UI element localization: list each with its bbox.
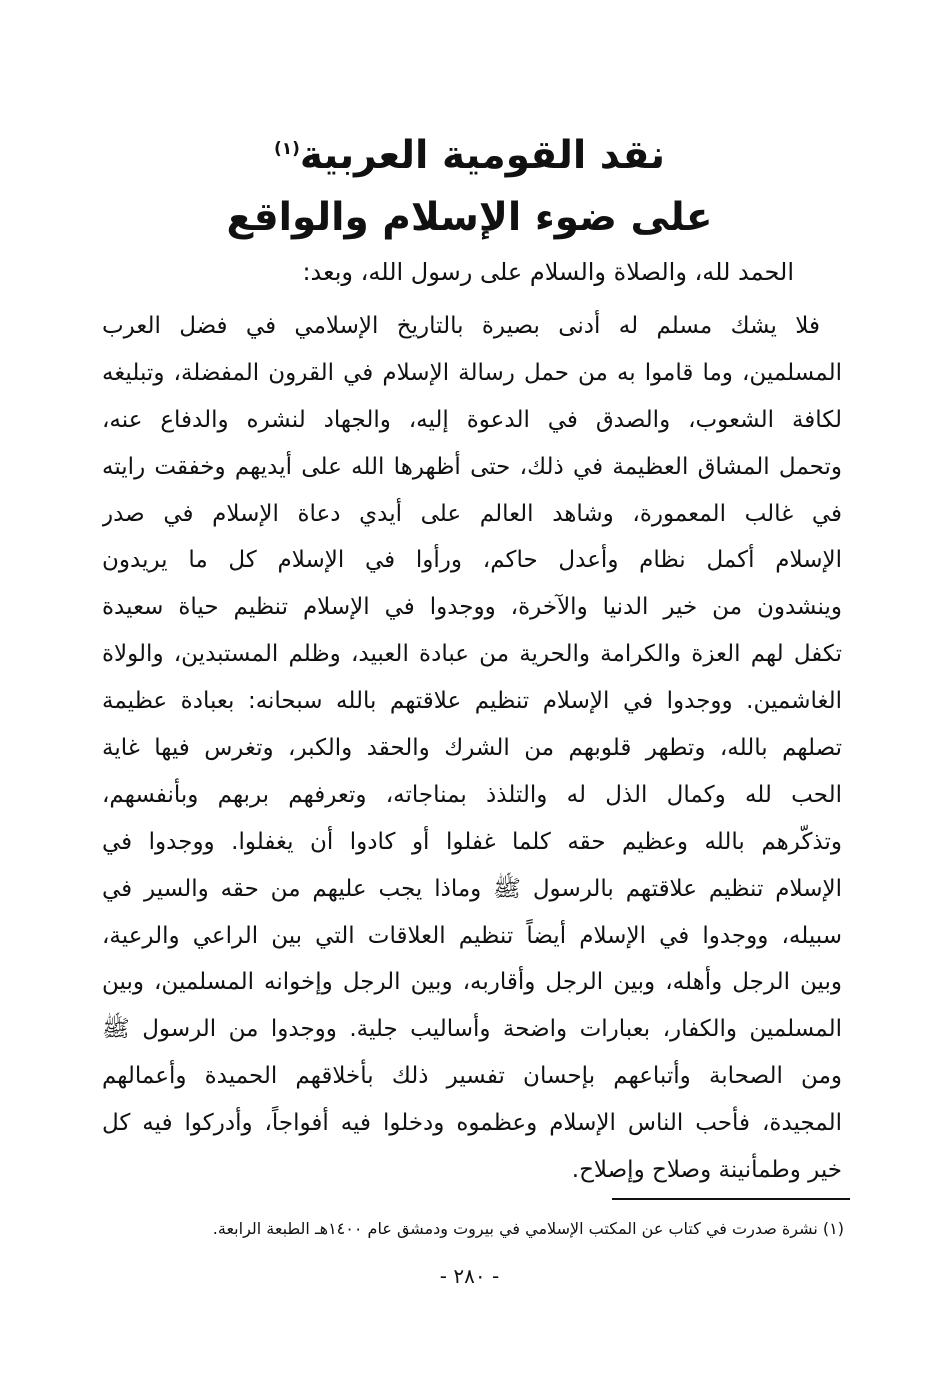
body-line: الحب لله وكمال الذل له والتلذذ بمناجاته، وتعرفهم بربهم وبأنفسهم، bbox=[102, 781, 842, 808]
body-line: لكافة الشعوب، والصدق في الدعوة إليه، والجهاد لنشره والدفاع عنه، bbox=[102, 406, 842, 433]
body-line: وتذكّرهم بالله وعظيم حقه كلما غفلوا أو كادوا أن يغفلوا. ووجدوا في bbox=[102, 828, 842, 855]
title-line-1 bbox=[0, 118, 939, 187]
title-line-2: على ضوء الإسلام والواقع bbox=[226, 195, 713, 240]
body-line: في غالب المعمورة، وشاهد العالم على أيدي دعاة الإسلام في صدر bbox=[102, 500, 842, 527]
body-line: المجيدة، فأحب الناس الإسلام وعظموه ودخلوا فيه أفواجاً، وأدركوا فيه كل bbox=[102, 1110, 842, 1137]
footnote-divider bbox=[612, 1198, 850, 1200]
body-line: الغاشمين. ووجدوا في الإسلام تنظيم علاقتهم بالله سبحانه: بعبادة عظيمة bbox=[102, 688, 842, 715]
title-footnote-marker: (١) bbox=[273, 139, 300, 159]
body-line: تكفل لهم العزة والكرامة والحرية من عبادة العبيد، وظلم المستبدين، والولاة bbox=[102, 641, 842, 668]
body-line: الإسلام تنظيم علاقتهم بالرسول ﷺ وماذا يجب عليهم من حقه والسير في bbox=[102, 875, 842, 902]
title-text-1: نقد القومية العربية bbox=[299, 133, 666, 178]
footnote: (١) نشرة صدرت في كتاب عن المكتب الإسلامي في بيروت ودمشق عام ١٤٠٠هـ الطبعة الرابعة. bbox=[212, 1219, 844, 1238]
page-number: - ٢٨٠ - bbox=[439, 1264, 500, 1288]
body-line: وبين الرجل وأهله، وبين الرجل وأقاربه، وبين الرجل وإخوانه المسلمين، وبين bbox=[102, 969, 842, 996]
body-line: وتحمل المشاق العظيمة في ذلك، حتى أظهرها الله على أيديهم وخفقت رايته bbox=[102, 453, 842, 480]
body-paragraph bbox=[102, 303, 842, 1194]
body-line: وينشدون من خير الدنيا والآخرة، ووجدوا في الإسلام تنظيم حياة سعيدة bbox=[102, 594, 842, 621]
body-line: الإسلام أكمل نظام وأعدل حاكم، ورأوا في الإسلام كل ما يريدون bbox=[102, 547, 842, 574]
body-line: ومن الصحابة وأتباعهم بإحسان تفسير ذلك بأخلاقهم الحميدة وأعمالهم bbox=[102, 1063, 842, 1090]
body-line: سبيله، ووجدوا في الإسلام أيضاً تنظيم العلاقات التي بين الراعي والرعية، bbox=[102, 922, 842, 949]
body-line: المسلمين، وما قاموا به من حمل رسالة الإسلام في القرون المفضلة، وتبليغه bbox=[102, 359, 842, 386]
body-line: فلا يشك مسلم له أدنى بصيرة بالتاريخ الإسلامي في فضل العرب bbox=[102, 313, 820, 339]
body-line: تصلهم بالله، وتطهر قلوبهم من الشرك والحقد والكبر، وتغرس فيها غاية bbox=[102, 735, 842, 762]
chapter-title bbox=[0, 118, 939, 249]
intro-paragraph: الحمد لله، والصلاة والسلام على رسول الله، وبعد: bbox=[302, 258, 794, 286]
body-line-last: خير وطمأنينة وصلاح وإصلاح. bbox=[571, 1157, 842, 1184]
body-line: المسلمين والكفار، بعبارات واضحة وأساليب جلية. ووجدوا من الرسول ﷺ bbox=[102, 1016, 842, 1043]
